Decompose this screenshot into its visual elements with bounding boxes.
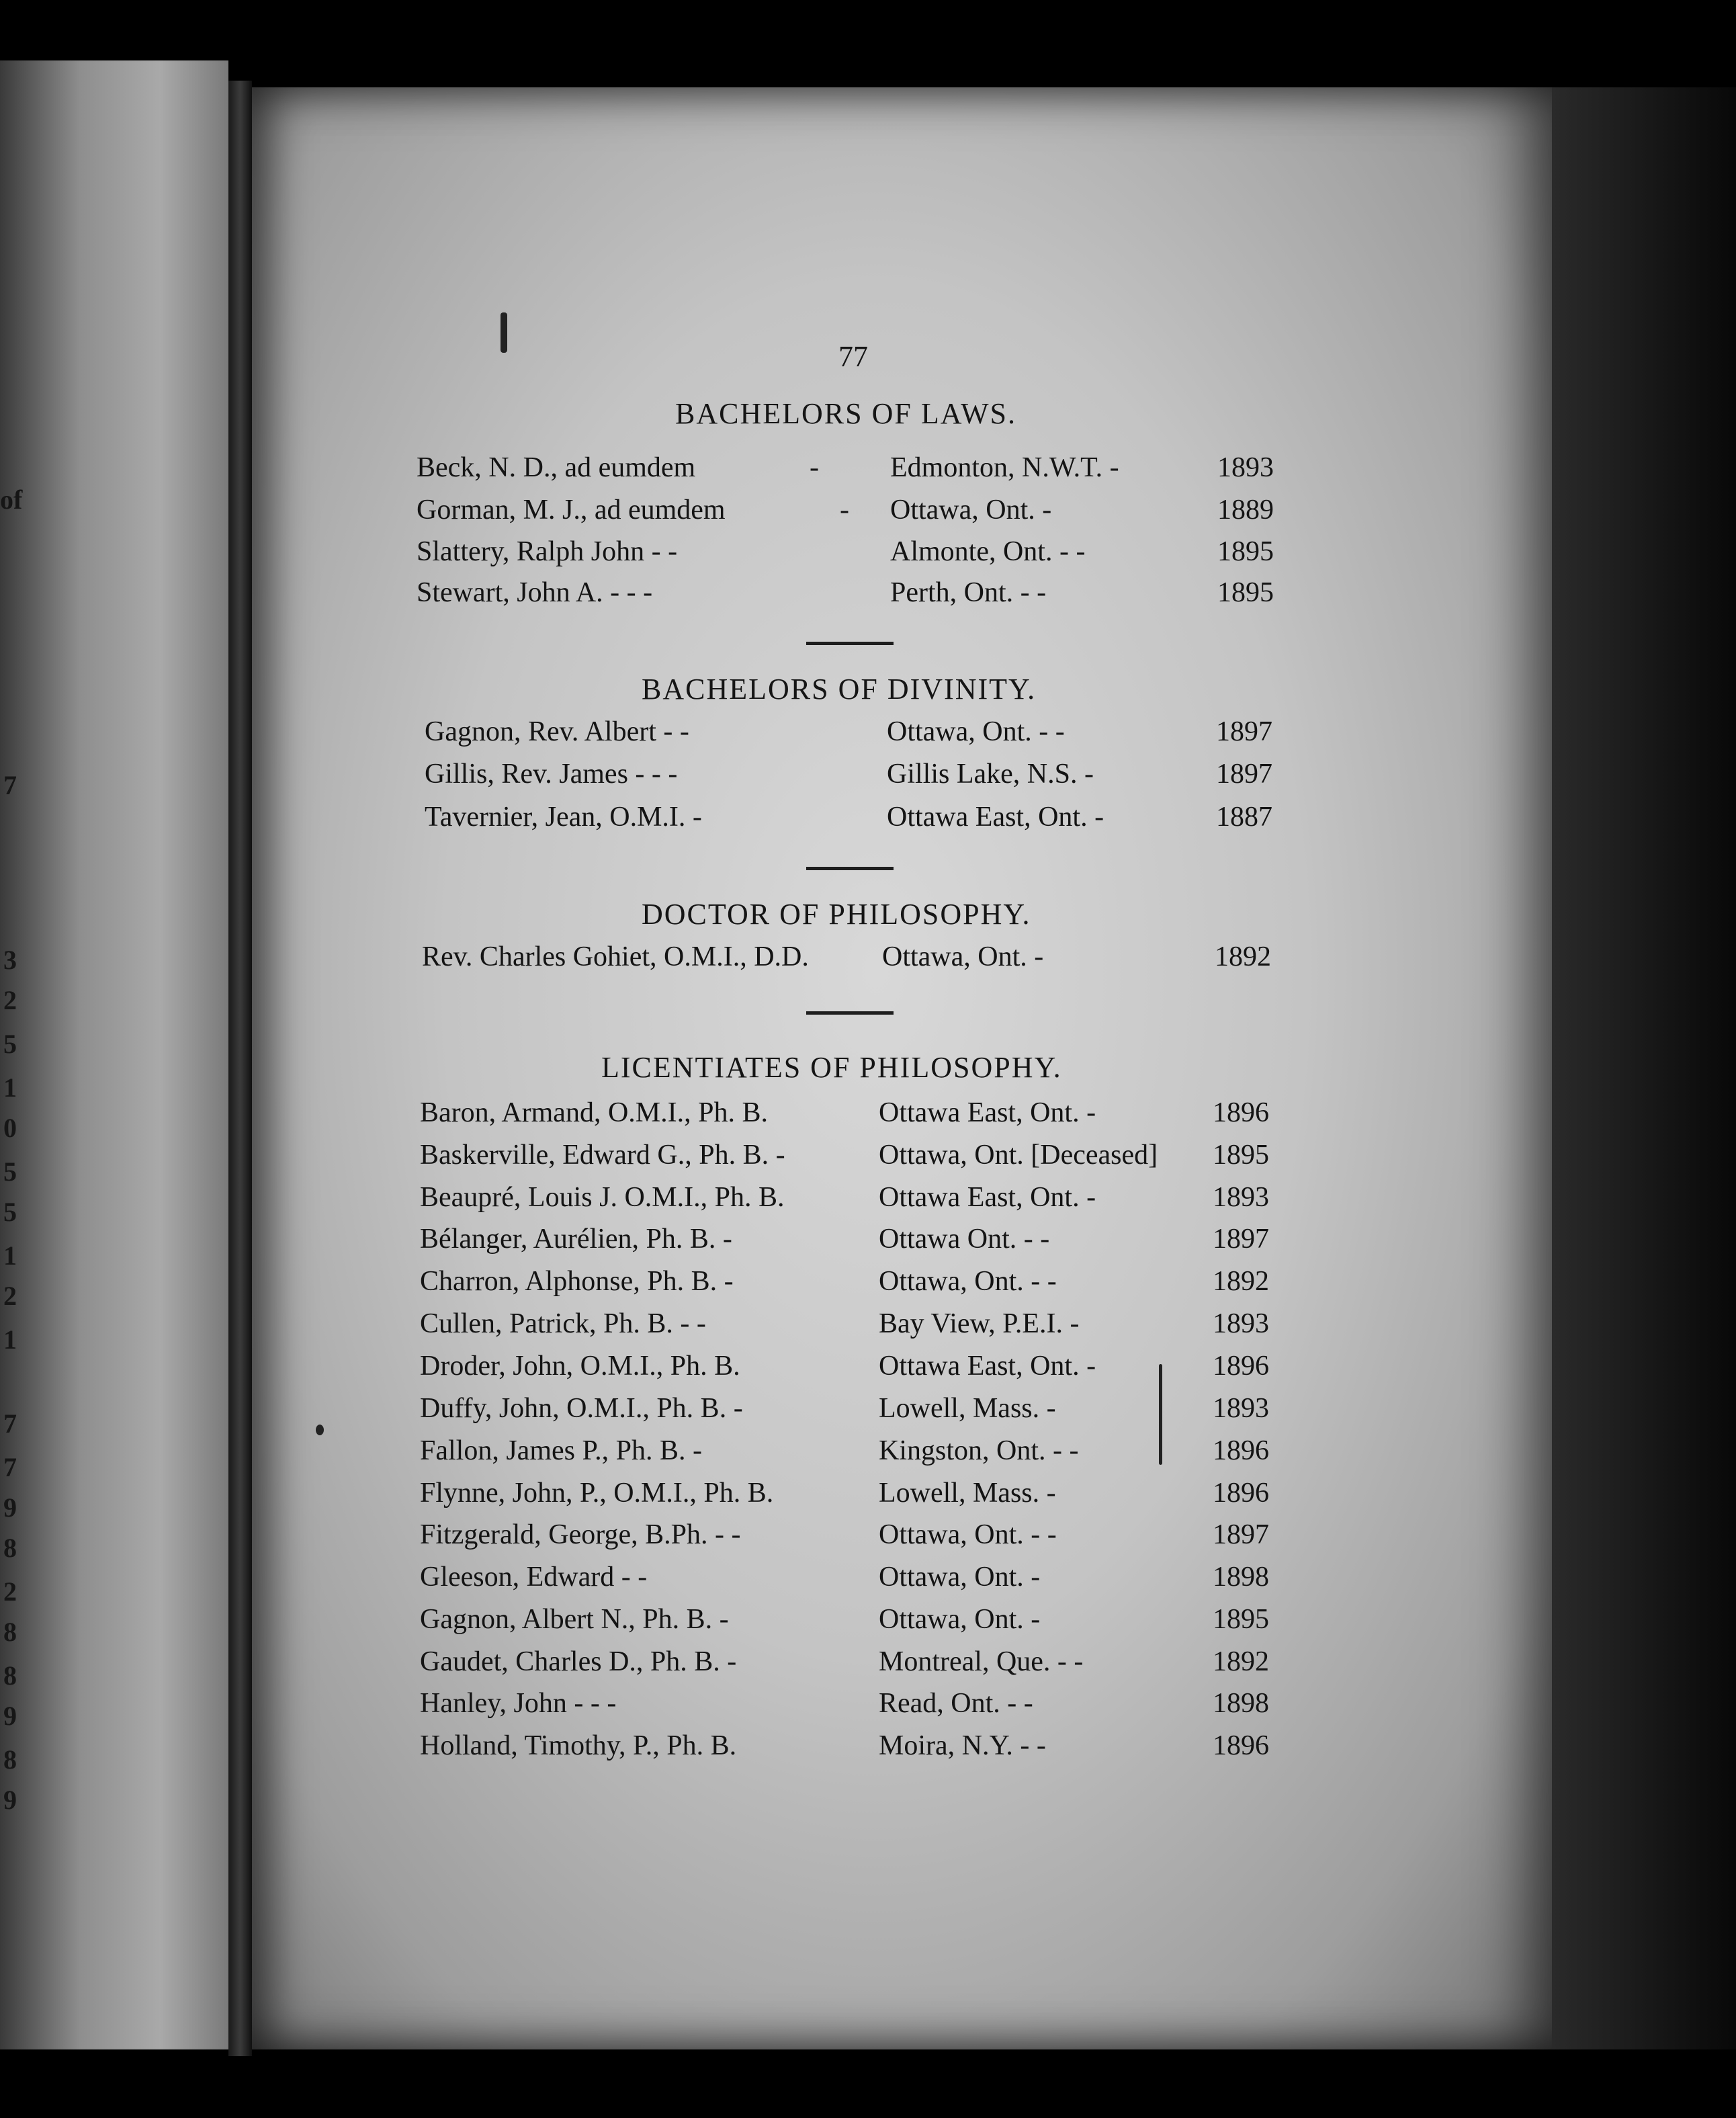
entry-location: Ottawa, Ont. - (890, 495, 1052, 525)
entry-year: 1887 (1216, 802, 1272, 833)
entry-year: 1898 (1213, 1562, 1269, 1593)
entry-name: Flynne, John, P., O.M.I., Ph. B. (420, 1478, 774, 1509)
left-fragment: 5 (3, 1029, 17, 1059)
list-item (420, 1392, 1293, 1434)
entry-name: Slattery, Ralph John - - (417, 536, 678, 567)
entry-name: Baron, Armand, O.M.I., Ph. B. (420, 1097, 768, 1128)
left-fragment: 7 (3, 1408, 17, 1439)
entry-name: Holland, Timothy, P., Ph. B. (420, 1730, 737, 1761)
entry-year: 1892 (1213, 1646, 1269, 1677)
entry-location: Ottawa East, Ont. - (879, 1182, 1096, 1213)
entry-location: Lowell, Mass. - (879, 1393, 1056, 1424)
entry-name: Gaudet, Charles D., Ph. B. - (420, 1646, 737, 1677)
entry-name: Fitzgerald, George, B.Ph. - - (420, 1519, 741, 1550)
entry-year: 1892 (1215, 941, 1271, 972)
entry-year: 1892 (1213, 1266, 1269, 1297)
section-heading-bachelors-of-laws: BACHELORS OF LAWS. (675, 397, 1016, 430)
list-item (425, 716, 1298, 757)
entry-year: 1893 (1213, 1393, 1269, 1424)
left-fragment: 8 (3, 1617, 17, 1647)
list-item (417, 452, 1290, 493)
entry-year: 1898 (1213, 1688, 1269, 1719)
left-fragment: 1 (3, 1324, 17, 1355)
book-gutter (228, 81, 252, 2056)
entry-year: 1889 (1217, 495, 1274, 525)
list-item (422, 941, 1295, 982)
entry-location: Ottawa, Ont. - (879, 1562, 1041, 1593)
ink-speck (501, 312, 507, 353)
left-fragment: of (0, 484, 23, 515)
left-fragment: 2 (3, 985, 17, 1015)
entry-name: Duffy, John, O.M.I., Ph. B. - (420, 1393, 743, 1424)
entry-location: Ottawa East, Ont. - (879, 1097, 1096, 1128)
entry-location: Ottawa East, Ont. - (887, 802, 1104, 833)
list-item (420, 1139, 1293, 1181)
entry-year: 1895 (1213, 1604, 1269, 1635)
list-item (425, 801, 1298, 843)
left-fragment: 1 (3, 1072, 17, 1103)
list-item (420, 1687, 1293, 1729)
entry-name: Fallon, James P., Ph. B. - (420, 1435, 703, 1466)
list-item (417, 577, 1290, 618)
entry-name: Gillis, Rev. James - - - (425, 759, 678, 790)
list-item (420, 1097, 1293, 1138)
entry-location: Perth, Ont. - - (890, 577, 1047, 608)
left-fragment: 8 (3, 1744, 17, 1775)
list-item (417, 536, 1290, 577)
entry-location: Kingston, Ont. - - (879, 1435, 1079, 1466)
entry-location: Gillis Lake, N.S. - (887, 759, 1094, 790)
entry-year: 1896 (1213, 1730, 1269, 1761)
entry-year: 1896 (1213, 1097, 1269, 1128)
entry-location: Montreal, Que. - - (879, 1646, 1084, 1677)
list-item (420, 1435, 1293, 1476)
entry-year: 1893 (1213, 1182, 1269, 1213)
entry-location: Edmonton, N.W.T. - (890, 452, 1119, 483)
left-fragment: 9 (3, 1701, 17, 1731)
entry-year: 1897 (1213, 1224, 1269, 1255)
section-heading-licentiates-of-philosophy: LICENTIATES OF PHILOSOPHY. (601, 1051, 1062, 1084)
entry-location: Almonte, Ont. - - (890, 536, 1086, 567)
entry-name: Gagnon, Albert N., Ph. B. - (420, 1604, 729, 1635)
left-fragment: 7 (3, 1452, 17, 1482)
list-item (420, 1350, 1293, 1392)
left-fragment: 5 (3, 1156, 17, 1187)
left-page (0, 60, 228, 2049)
entry-name: Cullen, Patrick, Ph. B. - - (420, 1308, 706, 1339)
left-fragment: 8 (3, 1660, 17, 1691)
page-edge-shadow (1552, 87, 1736, 2049)
list-item (420, 1477, 1293, 1519)
list-item (420, 1730, 1293, 1771)
entry-year: 1893 (1217, 452, 1274, 483)
entry-year: 1895 (1217, 536, 1274, 567)
entry-name: Bélanger, Aurélien, Ph. B. - (420, 1224, 732, 1255)
entry-location: Bay View, P.E.I. - (879, 1308, 1080, 1339)
section-heading-doctor-of-philosophy: DOCTOR OF PHILOSOPHY. (642, 898, 1031, 931)
left-fragment: 3 (3, 945, 17, 975)
list-item (417, 494, 1290, 536)
list-item (425, 758, 1298, 800)
entry-location: Ottawa, Ont. - - (879, 1266, 1057, 1297)
entry-name: Charron, Alphonse, Ph. B. - (420, 1266, 734, 1297)
entry-name: Beck, N. D., ad eumdem (417, 452, 696, 483)
entry-location: Ottawa, Ont. - - (879, 1519, 1057, 1550)
entry-name: Beaupré, Louis J. O.M.I., Ph. B. (420, 1182, 785, 1213)
entry-year: 1897 (1216, 759, 1272, 790)
list-item (420, 1561, 1293, 1603)
entry-location: Ottawa Ont. - - (879, 1224, 1050, 1255)
entry-year: 1895 (1213, 1140, 1269, 1171)
left-fragment: 9 (3, 1785, 17, 1815)
entry-year: 1896 (1213, 1435, 1269, 1466)
list-item (420, 1308, 1293, 1349)
entry-location: Read, Ont. - - (879, 1688, 1033, 1719)
entry-year: 1896 (1213, 1351, 1269, 1382)
entry-location: Moira, N.Y. - - (879, 1730, 1046, 1761)
entry-name: Stewart, John A. - - - (417, 577, 653, 608)
list-item (420, 1646, 1293, 1687)
left-fragment: 9 (3, 1492, 17, 1523)
list-item (420, 1181, 1293, 1223)
section-heading-bachelors-of-divinity: BACHELORS OF DIVINITY. (642, 673, 1037, 706)
entry-name: Baskerville, Edward G., Ph. B. - (420, 1140, 785, 1171)
entry-year: 1895 (1217, 577, 1274, 608)
entry-location: Lowell, Mass. - (879, 1478, 1056, 1509)
entry-year: 1897 (1213, 1519, 1269, 1550)
entry-year: 1896 (1213, 1478, 1269, 1509)
entry-name: Rev. Charles Gohiet, O.M.I., D.D. (422, 941, 809, 972)
ink-speck (316, 1425, 324, 1435)
list-item (420, 1603, 1293, 1645)
left-fragment: 7 (3, 770, 17, 800)
entry-location: Ottawa, Ont. [Deceased] (879, 1140, 1158, 1171)
section-divider (806, 642, 894, 645)
entry-dash: - (810, 452, 819, 483)
entry-name: Gorman, M. J., ad eumdem (417, 495, 726, 525)
entry-name: Gleeson, Edward - - (420, 1562, 648, 1593)
left-fragment: 8 (3, 1533, 17, 1563)
entry-name: Hanley, John - - - (420, 1688, 617, 1719)
list-item (420, 1519, 1293, 1560)
entry-location: Ottawa, Ont. - (882, 941, 1044, 972)
left-fragment: 2 (3, 1281, 17, 1311)
entry-year: 1893 (1213, 1308, 1269, 1339)
list-item (420, 1223, 1293, 1265)
entry-name: Droder, John, O.M.I., Ph. B. (420, 1351, 740, 1382)
entry-location: Ottawa, Ont. - - (887, 716, 1065, 747)
left-fragment: 0 (3, 1113, 17, 1143)
entry-name: Tavernier, Jean, O.M.I. - (425, 802, 702, 833)
left-fragment: 5 (3, 1197, 17, 1227)
section-divider (806, 867, 894, 870)
entry-year: 1897 (1216, 716, 1272, 747)
entry-location: Ottawa East, Ont. - (879, 1351, 1096, 1382)
entry-name: Gagnon, Rev. Albert - - (425, 716, 689, 747)
entry-dash: - (840, 495, 849, 525)
left-fragment: 2 (3, 1576, 17, 1607)
section-divider (806, 1011, 894, 1015)
page-number: 77 (838, 340, 868, 373)
left-fragment: 1 (3, 1240, 17, 1271)
list-item (420, 1265, 1293, 1307)
entry-location: Ottawa, Ont. - (879, 1604, 1041, 1635)
